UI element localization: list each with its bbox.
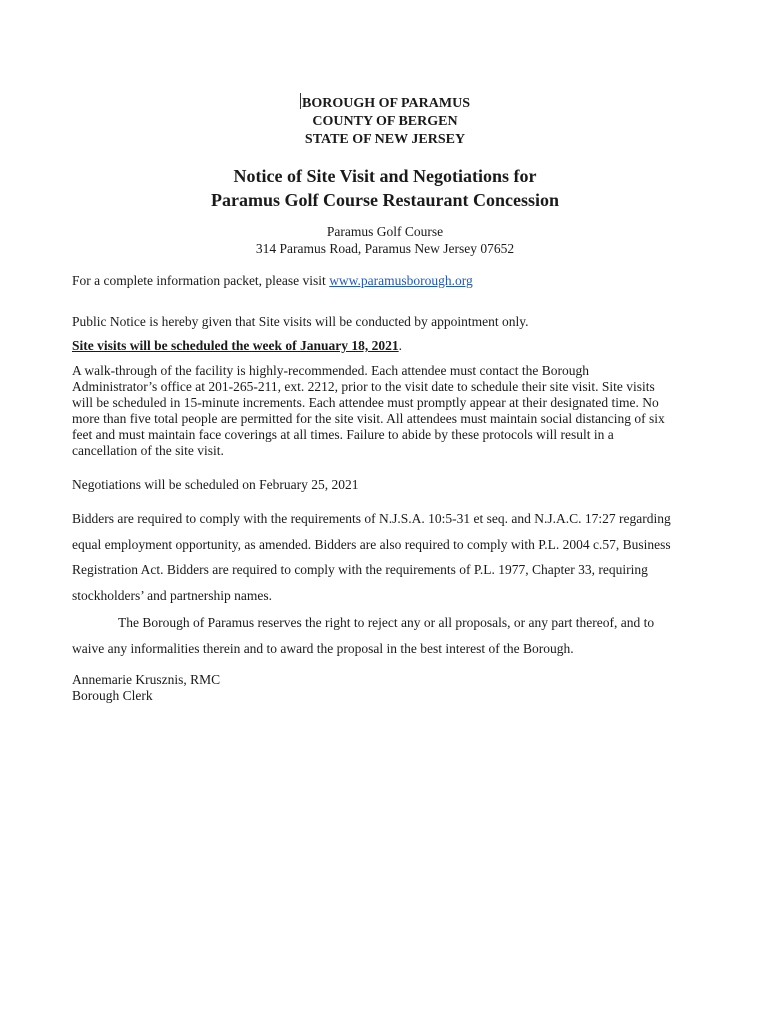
public-notice-paragraph: Public Notice is hereby given that Site visits will be conducted by appointment only. bbox=[72, 314, 529, 329]
reserves-paragraph bbox=[72, 610, 712, 661]
schedule-paragraph bbox=[72, 338, 692, 354]
walkthrough-line: more than five total people are permitted for the site visit. All attendees must maintain social distancing of six bbox=[72, 411, 665, 426]
schedule-text: Site visits will be scheduled the week of January 18, 2021 bbox=[72, 338, 399, 353]
header-line-3: STATE OF NEW JERSEY bbox=[304, 132, 466, 147]
title-line-1: Notice of Site Visit and Negotiations for bbox=[233, 166, 537, 186]
clerk-name: Annemarie Krusznis, RMC bbox=[72, 672, 221, 687]
reserves-line: The Borough of Paramus reserves the right to reject any or all proposals, or any part thereof, and to bbox=[118, 615, 655, 630]
info-paragraph bbox=[72, 273, 692, 289]
walkthrough-line: A walk-through of the facility is highly-recommended. Each attendee must contact the Borough bbox=[72, 363, 589, 378]
website-link[interactable]: www.paramusborough.org bbox=[329, 273, 473, 288]
notice-title bbox=[0, 164, 770, 212]
reserves-line: waive any informalities therein and to award the proposal in the best interest of the Borough. bbox=[72, 640, 574, 656]
schedule-period: . bbox=[398, 338, 403, 353]
bidders-paragraph bbox=[72, 506, 712, 608]
bidders-line: Bidders are required to comply with the requirements of N.J.S.A. 10:5-31 et seq. and N.J.A.C. 17:27 regarding bbox=[72, 511, 671, 526]
walkthrough-line: Administrator’s office at 201-265-211, ext. 2212, prior to the visit date to schedule their site visit. Site visits bbox=[72, 379, 655, 394]
title-line-2: Paramus Golf Course Restaurant Concession bbox=[211, 190, 559, 210]
borough-name: BOROUGH OF PARAMUS bbox=[302, 96, 470, 111]
location-block bbox=[0, 223, 770, 257]
bidders-line: Registration Act. Bidders are required to comply with the requirements of P.L. 1977, Chapter 33, requiring bbox=[72, 562, 648, 577]
info-text: For a complete information packet, please visit bbox=[72, 273, 330, 288]
walkthrough-line: will be scheduled in 15-minute increments. Each attendee must promptly appear at their designated time. No bbox=[72, 395, 659, 410]
bidders-line: stockholders’ and partnership names. bbox=[72, 587, 272, 603]
negotiations-paragraph: Negotiations will be scheduled on February 25, 2021 bbox=[72, 477, 359, 492]
signature-block bbox=[72, 672, 692, 704]
walkthrough-line: feet and must maintain face coverings at all times. Failure to abide by these protocols will result in a bbox=[72, 427, 614, 442]
header-line-2: COUNTY OF BERGEN bbox=[312, 114, 458, 129]
location-name: Paramus Golf Course bbox=[326, 224, 444, 239]
header-line-1 bbox=[0, 93, 770, 113]
walkthrough-line: cancellation of the site visit. bbox=[72, 443, 224, 458]
bidders-line: equal employment opportunity, as amended. Bidders are also required to comply with P.L. 2004 c.57, Business bbox=[72, 536, 671, 552]
walkthrough-paragraph bbox=[72, 363, 712, 459]
clerk-title: Borough Clerk bbox=[72, 688, 153, 703]
location-address: 314 Paramus Road, Paramus New Jersey 07652 bbox=[255, 241, 515, 256]
document-header bbox=[0, 93, 770, 149]
text-cursor bbox=[300, 93, 301, 109]
